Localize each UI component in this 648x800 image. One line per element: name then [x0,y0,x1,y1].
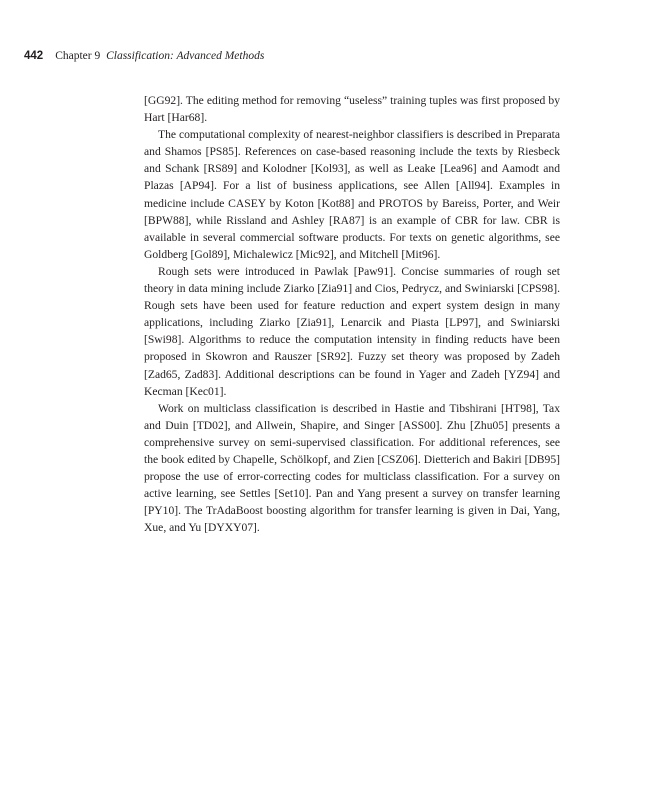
chapter-title: Classification: Advanced Methods [106,50,265,62]
paragraph-rough-sets: Rough sets were introduced in Pawlak [Paw91]. Concise summaries of rough set theory in data mining include Ziarko [Zia91] and Cios, Pedrycz, and Swiniarski [CPS98]. Rough sets have been used for feature reduction and expert system design in many applications, including Ziarko [Zia91], Lenarcik and Piasta [LP97], and Swiniarski [Swi98]. Algorithms to reduce the computation intensity in finding reducts have been proposed in Skowron and Rauszer [SR92]. Fuzzy set theory was proposed by Zadeh [Zad65, Zad83]. Additional descriptions can be found in Yager and Zadeh [YZ94] and Kecman [Kec01]. [144,264,560,398]
running-header [24,48,264,64]
paragraph-nearest-neighbor: The computational complexity of nearest-neighbor classifiers is described in Preparata and Shamos [PS85]. References on case-based reasoning include the texts by Riesbeck and Schank [RS89] and Kolodner [Kol93], as well as Leake [Lea96] and Aamodt and Plazas [AP94]. For a list of business applications, see Allen [All94]. Examples in medicine include CASEY by Koton [Kot88] and PROTOS by Bareiss, Porter, and Weir [BPW88], while Rissland and Ashley [RA87] is an example of CBR for law. CBR is available in several commercial software products. For texts on genetic algorithms, see Goldberg [Gol89], Michalewicz [Mic92], and Mitchell [Mit96]. [144,128,560,261]
page-number: 442 [24,50,44,62]
paragraph-continuation: [GG92]. The editing method for removing “useless” training tuples was first proposed by Hart [Har68]. [144,94,560,125]
paragraph-multiclass: Work on multiclass classification is described in Hastie and Tibshirani [HT98], Tax and Duin [TD02], and Allwein, Shapire, and Singer [ASS00]. Zhu [Zhu05] presents a comprehensive survey on semi-supervised classification. For additional references, see the book edited by Chapelle, Schölkopf, and Zien [CSZ06]. Dietterich and Bakiri [DB95] propose the use of error-correcting codes for multiclass classification. For a survey on active learning, see Settles [Set10]. Pan and Yang present a survey on transfer learning [PY10]. The TrAdaBoost boosting algorithm for transfer learning is given in Dai, Yang, Xue, and Yu [DYXY07]. [144,401,560,535]
body-text [144,92,560,536]
chapter-label: Chapter 9 [55,50,101,62]
